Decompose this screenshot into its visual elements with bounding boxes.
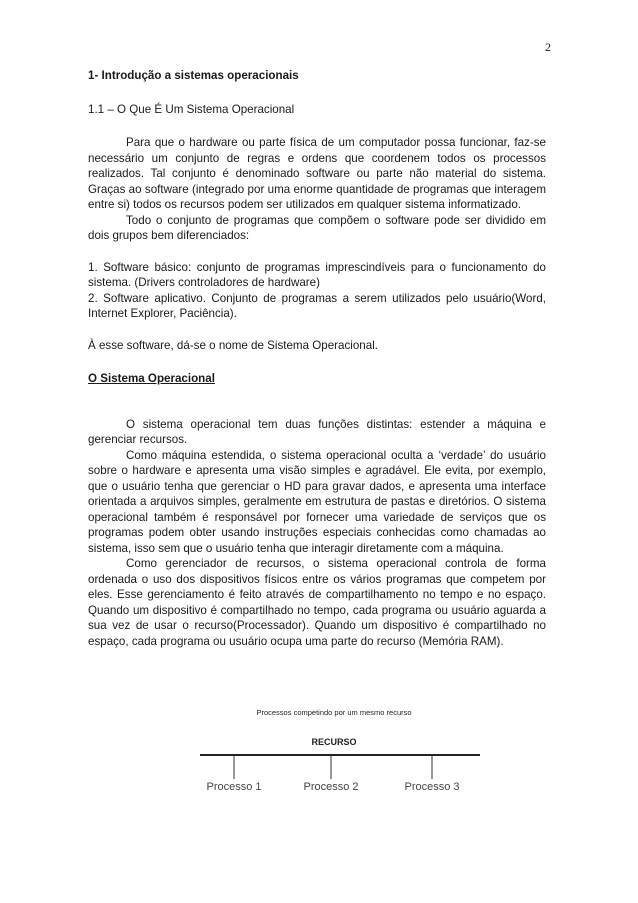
list-item: 1. Software básico: conjunto de programas imprescindíveis para o funcionamento do sistema. (Drivers controladores de hardware)	[88, 260, 546, 289]
paragraph: Todo o conjunto de programas que compõem o software pode ser dividido em dois grupos bem diferenciados:	[88, 213, 546, 242]
process-diagram	[200, 704, 480, 794]
list-item: 2. Software aplicativo. Conjunto de programas a serem utilizados pelo usuário(Word, Internet Explorer, Paciência).	[88, 291, 546, 320]
document-body	[88, 68, 546, 649]
process-label: Processo 2	[303, 781, 359, 793]
paragraph: Como gerenciador de recursos, o sistema operacional controla de forma ordenada o uso dos dispositivos físicos entre os vários programas que competem por eles. Esse gerenciamento é feito através de compartilhamento no tempo e no espaço. Quando um dispositivo é compartilhado no tempo, cada programa ou usuário aguarda a sua vez de usar o recurso(Processador). Quando um dispositivo é compartilhado no espaço, cada programa ou usuário ocupa uma parte do recurso (Memória RAM).	[88, 557, 546, 648]
section-title: 1- Introdução a sistemas operacionais	[88, 69, 299, 82]
process-label: Processo 3	[404, 781, 460, 793]
paragraph: À esse software, dá-se o nome de Sistema Operacional.	[88, 338, 378, 352]
section-heading: O Sistema Operacional	[88, 372, 215, 385]
paragraph: O sistema operacional tem duas funções distintas: estender a máquina e gerenciar recursos.	[88, 417, 546, 446]
resource-label: RECURSO	[311, 737, 357, 747]
figure-caption: Processos competindo por um mesmo recurso	[256, 708, 412, 717]
paragraph: Como máquina estendida, o sistema operacional oculta a ‘verdade’ do usuário sobre o hardware e apresenta uma visão simples e agradável. Ele evita, por exemplo, que o usuário tenha que gerenciar o HD para gravar dados, e apresenta uma interface orientada a arquivos simples, geralmente em estrutura de pastas e diretórios. O sistema operacional também é responsável por fornecer uma variedade de serviços que os programas podem obter usando instruções especiais conhecidas como chamadas ao sistema, isso sem que o usuário tenha que interagir diretamente com a máquina.	[88, 448, 546, 555]
section-subtitle: 1.1 – O Que É Um Sistema Operacional	[88, 102, 295, 116]
page-number: 2	[545, 40, 551, 54]
process-label: Processo 1	[206, 781, 262, 793]
paragraph: Para que o hardware ou parte física de um computador possa funcionar, faz-se necessário um conjunto de regras e ordens que coordenem todos os processos realizados. Tal conjunto é denominado software ou parte não material do sistema. Graças ao software (integrado por uma enorme quantidade de programas que interagem entre si) todos os recursos podem ser utilizados em qualquer sistema informatizado.	[88, 136, 546, 211]
